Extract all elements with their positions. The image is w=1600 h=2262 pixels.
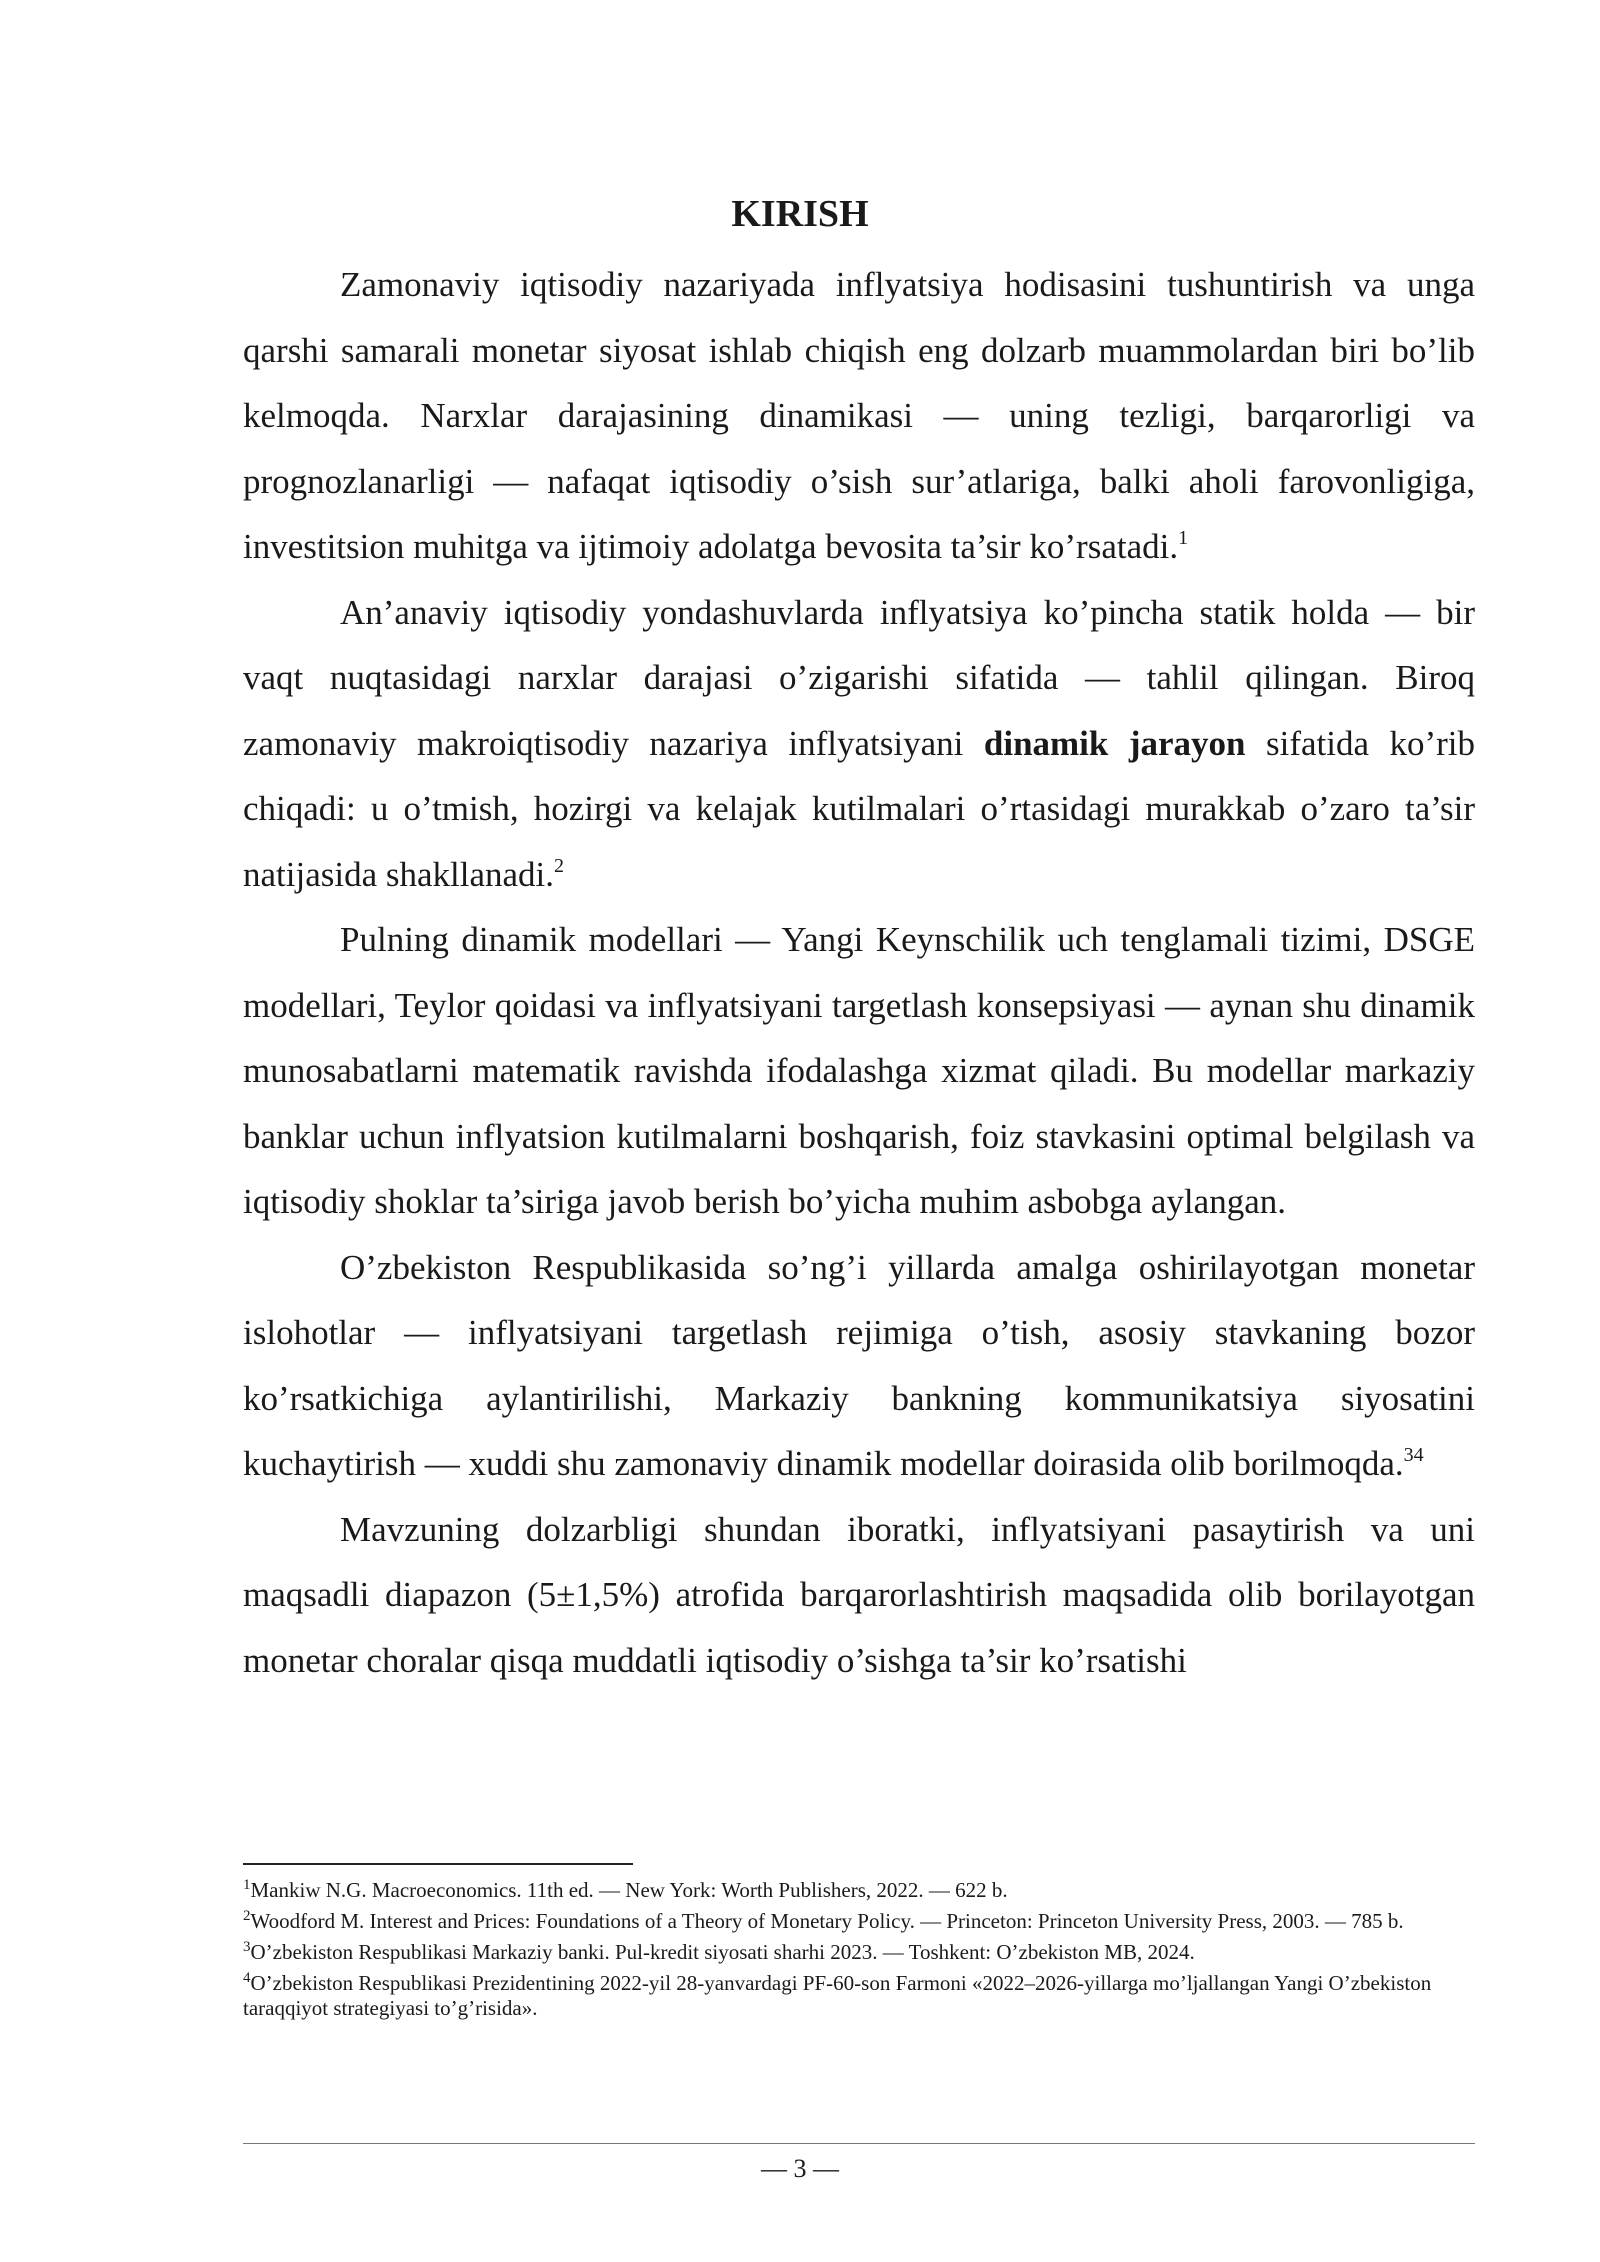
footnote-number: 1 bbox=[243, 1877, 251, 1893]
paragraph bbox=[243, 907, 1475, 1235]
footnote-ref: 1 bbox=[1178, 527, 1189, 549]
footnote-text: O’zbekiston Respublikasi Markaziy banki. Pul-kredit siyosati sharhi 2023. — Toshkent: O’zbekiston MB, 2024. bbox=[250, 1940, 1195, 1964]
footnote-number: 3 bbox=[243, 1939, 251, 1955]
footnote bbox=[243, 1971, 1475, 2021]
footnote bbox=[243, 1940, 1475, 1965]
footnote bbox=[243, 1909, 1475, 1934]
paragraph bbox=[243, 1497, 1475, 1694]
paragraph-text: Pulning dinamik modellari — Yangi Keynschilik uch tenglamali tizimi, DSGE modellari, Teylor qoidasi va inflyatsiyani targetlash konsepsiyasi — aynan shu dinamik munosabatlarni matematik ravishda ifodalashga xizmat qiladi. Bu modellar markaziy banklar uchun inflyatsion kutilmalarni boshqarish, foiz stavkasini optimal belgilash va iqtisodiy shoklar ta’siriga javob berish bo’yicha muhim asbobga aylangan. bbox=[243, 920, 1475, 1221]
emphasized-term: dinamik jarayon bbox=[983, 723, 1246, 763]
footer-separator bbox=[243, 2143, 1475, 2144]
paragraph bbox=[243, 1235, 1475, 1497]
body-text bbox=[243, 252, 1475, 1693]
section-heading: KIRISH bbox=[731, 193, 869, 235]
footnote-separator bbox=[243, 1863, 633, 1865]
footnotes bbox=[243, 1878, 1475, 2021]
footnote-text: Woodford M. Interest and Prices: Foundations of a Theory of Monetary Policy. — Princeton: Princeton University Press, 2003. — 785 b. bbox=[250, 1909, 1404, 1933]
paragraph-text: Zamonaviy iqtisodiy nazariyada inflyatsiya hodisasini tushuntirish va unga qarshi samarali monetar siyosat ishlab chiqish eng dolzarb muammolardan biri bo’lib kelmoqda. Narxlar darajasining dinamikasi — uning tezligi, barqarorligi va prognozlanarligi — nafaqat iqtisodiy o’sish sur’atlariga, balki aholi farovonligiga, investitsion muhitga va ijtimoiy adolatga bevosita ta’sir ko’rsatadi. bbox=[243, 265, 1475, 566]
footnote-number: 2 bbox=[243, 1908, 251, 1924]
footnote-number: 4 bbox=[243, 1970, 251, 1986]
page-number: — 3 — bbox=[761, 2154, 839, 2183]
footnote-ref: 34 bbox=[1403, 1444, 1424, 1466]
paragraph-text: O’zbekiston Respublikasida so’ng’i yillarda amalga oshirilayotgan monetar islohotlar — inflyatsiyani targetlash rejimiga o’tish, asosiy stavkaning bozor ko’rsatkichiga aylantirilishi, Markaziy bankning kommunikatsiya siyosatini kuchaytirish — xuddi shu zamonaviy dinamik modellar doirasida olib borilmoqda. bbox=[243, 1247, 1475, 1483]
footnote-ref: 2 bbox=[554, 854, 565, 877]
paragraph-text: Mavzuning dolzarbligi shundan iboratki, inflyatsiyani pasaytirish va uni maqsadli diapazon (5±1,5%) atrofida barqarorlashtirish maqsadida olib borilayotgan monetar choralar qisqa muddatli iqtisodiy o’sishga ta’sir ko’rsatishi bbox=[243, 1509, 1475, 1680]
paragraph bbox=[243, 580, 1475, 908]
footnote-text: Mankiw N.G. Macroeconomics. 11th ed. — New York: Worth Publishers, 2022. — 622 b. bbox=[250, 1878, 1008, 1902]
paragraph-text: sifatida ko’rib chiqadi: u o’tmish, hozirgi va kelajak kutilmalari o’rtasidagi murakkab o’zaro ta’sir natijasida shakllanadi. bbox=[243, 723, 1476, 894]
footnote bbox=[243, 1878, 1475, 1903]
footnote-text: O’zbekiston Respublikasi Prezidentining 2022-yil 28-yanvardagi PF-60-son Farmoni «2022–2026-yillarga mo’ljallangan Yangi O’zbekiston taraqqiyot strategiyasi to’g’risida». bbox=[243, 1971, 1432, 2020]
paragraph bbox=[243, 252, 1475, 580]
paragraph-text: An’anaviy iqtisodiy yondashuvlarda inflyatsiya ko’pincha statik holda — bir vaqt nuqtasidagi narxlar darajasi o’zigarishi sifatida — tahlil qilingan. Biroq zamonaviy makroiqtisodiy nazariya inflyatsiyani bbox=[243, 592, 1475, 763]
